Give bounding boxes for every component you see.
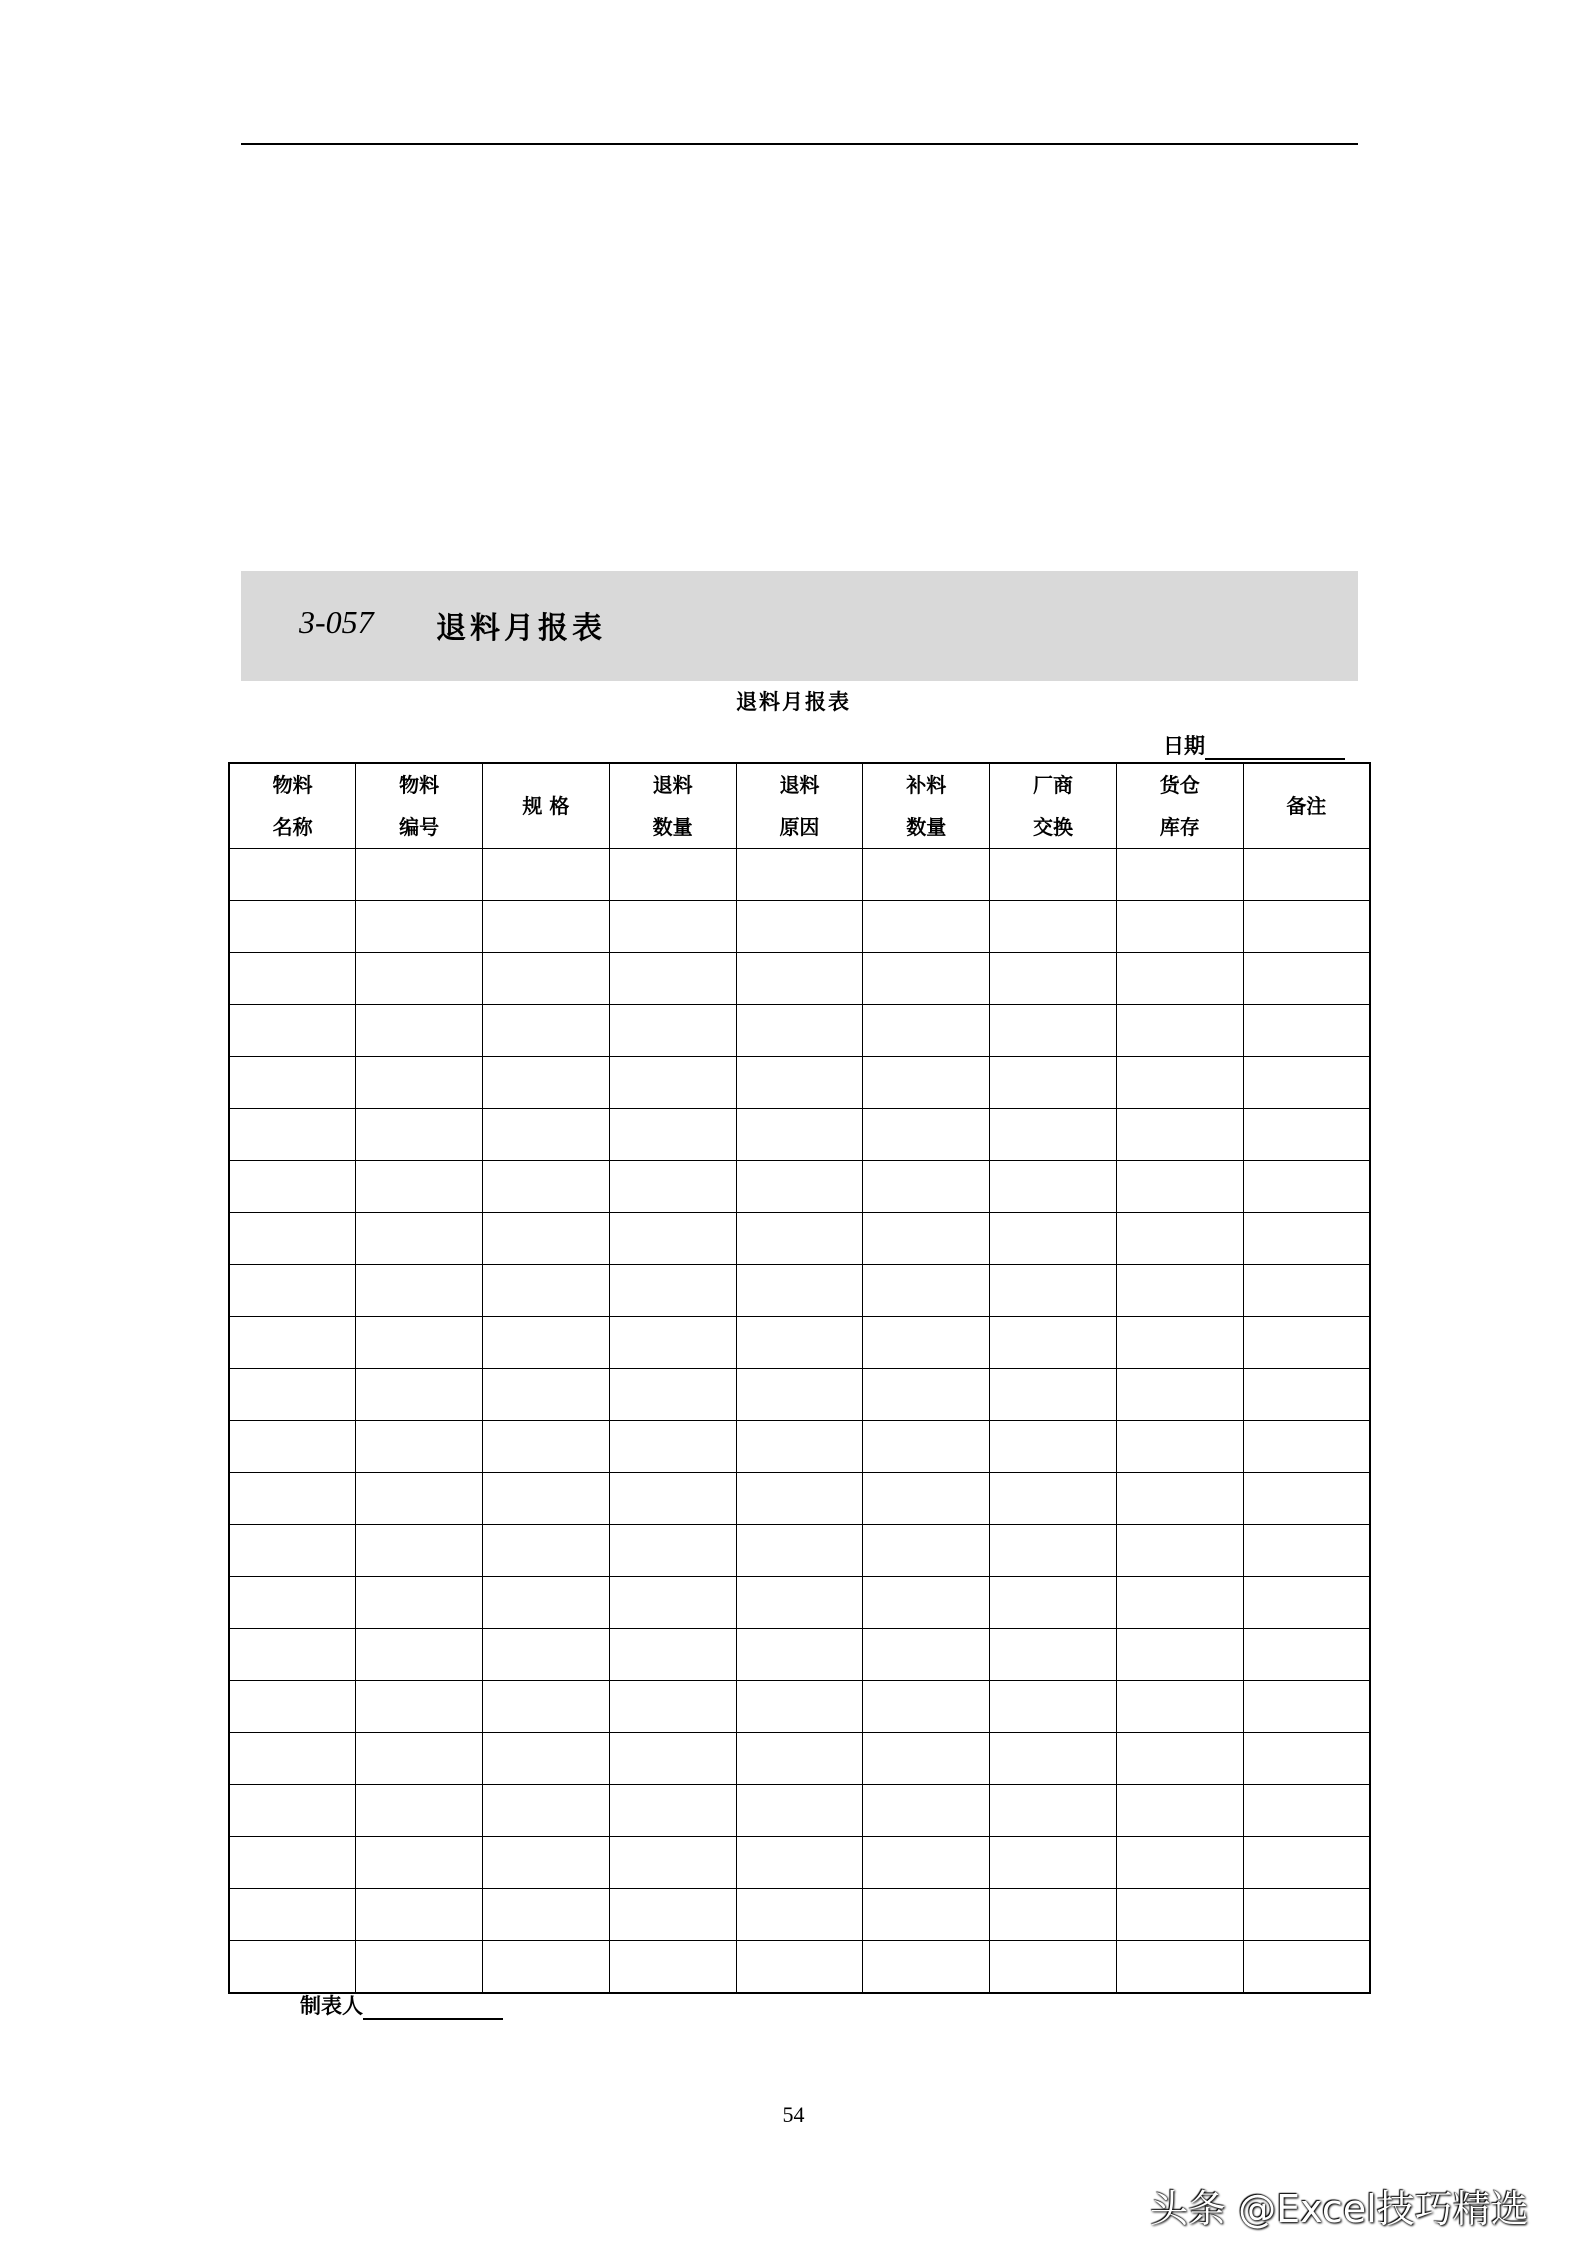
table-cell[interactable] xyxy=(1116,1265,1243,1317)
table-cell[interactable] xyxy=(1243,1005,1370,1057)
table-cell[interactable] xyxy=(990,1733,1117,1785)
table-cell[interactable] xyxy=(609,1057,736,1109)
table-cell[interactable] xyxy=(736,1681,863,1733)
table-cell[interactable] xyxy=(356,849,483,901)
table-cell[interactable] xyxy=(1116,1785,1243,1837)
table-cell[interactable] xyxy=(736,1057,863,1109)
table-cell[interactable] xyxy=(736,1577,863,1629)
table-cell[interactable] xyxy=(1243,1473,1370,1525)
table-cell[interactable] xyxy=(483,1629,610,1681)
table-cell[interactable] xyxy=(736,1005,863,1057)
column-header-line: 退料 xyxy=(779,773,820,797)
table-row xyxy=(229,1629,1370,1681)
table-cell[interactable] xyxy=(483,1889,610,1941)
table-cell[interactable] xyxy=(356,1681,483,1733)
table-cell[interactable] xyxy=(229,1525,356,1577)
table-cell[interactable] xyxy=(1116,1161,1243,1213)
column-header-line: 库存 xyxy=(1159,815,1200,839)
table-cell[interactable] xyxy=(736,953,863,1005)
table-cell[interactable] xyxy=(863,901,990,953)
table-cell[interactable] xyxy=(356,1525,483,1577)
table-cell[interactable] xyxy=(736,1837,863,1889)
table-cell[interactable] xyxy=(990,1681,1117,1733)
table-cell[interactable] xyxy=(990,1525,1117,1577)
table-cell[interactable] xyxy=(356,1057,483,1109)
table-cell[interactable] xyxy=(483,1785,610,1837)
column-header xyxy=(1116,763,1243,849)
table-cell[interactable] xyxy=(356,1629,483,1681)
table-cell[interactable] xyxy=(990,1421,1117,1473)
table-cell[interactable] xyxy=(356,1369,483,1421)
table-cell[interactable] xyxy=(609,1005,736,1057)
table-cell[interactable] xyxy=(483,849,610,901)
table-cell[interactable] xyxy=(483,1213,610,1265)
table-cell[interactable] xyxy=(609,1733,736,1785)
table-cell[interactable] xyxy=(990,1317,1117,1369)
table-cell[interactable] xyxy=(863,1421,990,1473)
table-cell[interactable] xyxy=(1116,1109,1243,1161)
table-cell[interactable] xyxy=(356,1265,483,1317)
column-header-line: 数量 xyxy=(652,815,693,839)
column-header xyxy=(483,763,610,849)
table-cell[interactable] xyxy=(483,1525,610,1577)
table-cell[interactable] xyxy=(736,1421,863,1473)
table-cell[interactable] xyxy=(609,849,736,901)
table-cell[interactable] xyxy=(229,1837,356,1889)
table-row xyxy=(229,1941,1370,1994)
table-cell[interactable] xyxy=(356,1941,483,1994)
table-cell[interactable] xyxy=(483,1161,610,1213)
table-cell[interactable] xyxy=(736,1889,863,1941)
table-cell[interactable] xyxy=(229,1473,356,1525)
table-cell[interactable] xyxy=(483,1837,610,1889)
maker-blank[interactable] xyxy=(363,1996,503,2020)
table-cell[interactable] xyxy=(609,1473,736,1525)
table-cell[interactable] xyxy=(990,1629,1117,1681)
table-cell[interactable] xyxy=(1116,1317,1243,1369)
table-cell[interactable] xyxy=(736,1733,863,1785)
table-row xyxy=(229,1005,1370,1057)
table-cell[interactable] xyxy=(990,849,1117,901)
table-cell[interactable] xyxy=(736,1265,863,1317)
table-cell[interactable] xyxy=(1243,1317,1370,1369)
table-row xyxy=(229,1421,1370,1473)
table-cell[interactable] xyxy=(736,1213,863,1265)
table-cell[interactable] xyxy=(1116,1889,1243,1941)
table-cell[interactable] xyxy=(609,1161,736,1213)
table-cell[interactable] xyxy=(1243,1161,1370,1213)
table-cell[interactable] xyxy=(356,1161,483,1213)
table-cell[interactable] xyxy=(990,1889,1117,1941)
table-cell[interactable] xyxy=(1243,1369,1370,1421)
table-row xyxy=(229,901,1370,953)
column-header xyxy=(356,763,483,849)
table-cell[interactable] xyxy=(356,1421,483,1473)
table-cell[interactable] xyxy=(1243,1889,1370,1941)
column-header-line: 物料 xyxy=(399,773,440,797)
column-header-line: 备注 xyxy=(1286,794,1327,818)
table-cell[interactable] xyxy=(229,1109,356,1161)
table-cell[interactable] xyxy=(863,1681,990,1733)
table-cell[interactable] xyxy=(1243,1629,1370,1681)
table-cell[interactable] xyxy=(1243,1941,1370,1994)
table-cell[interactable] xyxy=(1116,1057,1243,1109)
table-cell[interactable] xyxy=(990,1941,1117,1994)
table-cell[interactable] xyxy=(736,849,863,901)
column-header-line: 交换 xyxy=(1032,815,1073,839)
table-cell[interactable] xyxy=(863,1005,990,1057)
table-cell[interactable] xyxy=(1243,1525,1370,1577)
table-cell[interactable] xyxy=(1243,1837,1370,1889)
table-cell[interactable] xyxy=(1243,1785,1370,1837)
table-cell[interactable] xyxy=(229,1213,356,1265)
table-cell[interactable] xyxy=(229,1317,356,1369)
table-cell[interactable] xyxy=(229,1421,356,1473)
column-header-line: 原因 xyxy=(779,815,820,839)
table-cell[interactable] xyxy=(609,1265,736,1317)
table-cell[interactable] xyxy=(483,1473,610,1525)
table-cell[interactable] xyxy=(1243,1109,1370,1161)
table-cell[interactable] xyxy=(1243,953,1370,1005)
table-cell[interactable] xyxy=(229,849,356,901)
table-cell[interactable] xyxy=(863,849,990,901)
column-header xyxy=(736,763,863,849)
table-cell[interactable] xyxy=(990,953,1117,1005)
table-cell[interactable] xyxy=(736,1369,863,1421)
table-cell[interactable] xyxy=(990,1265,1117,1317)
table-row xyxy=(229,1161,1370,1213)
maker-field xyxy=(300,1990,503,2020)
table-cell[interactable] xyxy=(736,1161,863,1213)
table-cell[interactable] xyxy=(609,1785,736,1837)
table-cell[interactable] xyxy=(229,1265,356,1317)
column-header-line: 编号 xyxy=(399,815,440,839)
table-cell[interactable] xyxy=(483,1577,610,1629)
table-row xyxy=(229,1837,1370,1889)
column-header-line: 厂商 xyxy=(1032,773,1073,797)
table-cell[interactable] xyxy=(356,1785,483,1837)
table-cell[interactable] xyxy=(609,1577,736,1629)
table-cell[interactable] xyxy=(863,1161,990,1213)
table-cell[interactable] xyxy=(863,1733,990,1785)
table-cell[interactable] xyxy=(1116,1369,1243,1421)
table-row xyxy=(229,1057,1370,1109)
column-header-line: 补料 xyxy=(906,773,947,797)
table-cell[interactable] xyxy=(1116,1733,1243,1785)
table-cell[interactable] xyxy=(990,1109,1117,1161)
table-cell[interactable] xyxy=(736,1473,863,1525)
table-cell[interactable] xyxy=(990,1577,1117,1629)
table-row xyxy=(229,1109,1370,1161)
table-cell[interactable] xyxy=(990,1785,1117,1837)
table-cell[interactable] xyxy=(1116,1941,1243,1994)
table-cell[interactable] xyxy=(863,1317,990,1369)
date-field xyxy=(1163,730,1345,760)
table-cell[interactable] xyxy=(863,953,990,1005)
table-cell[interactable] xyxy=(229,1161,356,1213)
table-cell[interactable] xyxy=(863,1473,990,1525)
table-cell[interactable] xyxy=(483,1681,610,1733)
table-cell[interactable] xyxy=(356,1577,483,1629)
maker-label: 制表人 xyxy=(300,1994,363,2018)
table-cell[interactable] xyxy=(1116,1629,1243,1681)
table-cell[interactable] xyxy=(990,1057,1117,1109)
table-cell[interactable] xyxy=(356,1213,483,1265)
table-cell[interactable] xyxy=(1243,1733,1370,1785)
table-cell[interactable] xyxy=(229,1577,356,1629)
column-header-line: 货仓 xyxy=(1159,773,1200,797)
table-row xyxy=(229,1577,1370,1629)
table-cell[interactable] xyxy=(1243,849,1370,901)
table-cell[interactable] xyxy=(736,1525,863,1577)
table-cell[interactable] xyxy=(229,1057,356,1109)
table-cell[interactable] xyxy=(1116,1473,1243,1525)
table-cell[interactable] xyxy=(229,1733,356,1785)
table-cell[interactable] xyxy=(483,1317,610,1369)
table-cell[interactable] xyxy=(356,953,483,1005)
table-cell[interactable] xyxy=(229,1785,356,1837)
table-cell[interactable] xyxy=(609,1369,736,1421)
table-cell[interactable] xyxy=(609,953,736,1005)
table-cell[interactable] xyxy=(356,1317,483,1369)
table-cell[interactable] xyxy=(863,1057,990,1109)
date-blank[interactable] xyxy=(1205,736,1345,760)
table-cell[interactable] xyxy=(1116,953,1243,1005)
table-cell[interactable] xyxy=(609,1421,736,1473)
column-header-line: 数量 xyxy=(906,815,947,839)
table-cell[interactable] xyxy=(483,1733,610,1785)
table-cell[interactable] xyxy=(1116,849,1243,901)
table-cell[interactable] xyxy=(863,1109,990,1161)
column-header xyxy=(863,763,990,849)
table-cell[interactable] xyxy=(990,1369,1117,1421)
table-cell[interactable] xyxy=(736,901,863,953)
table-cell[interactable] xyxy=(736,1941,863,1994)
table-row xyxy=(229,1265,1370,1317)
table-cell[interactable] xyxy=(483,1057,610,1109)
table-cell[interactable] xyxy=(863,1785,990,1837)
table-cell[interactable] xyxy=(483,1265,610,1317)
table-cell[interactable] xyxy=(356,1005,483,1057)
table-cell[interactable] xyxy=(1116,1525,1243,1577)
section-banner xyxy=(241,571,1358,681)
table-cell[interactable] xyxy=(863,1213,990,1265)
table-cell[interactable] xyxy=(229,1889,356,1941)
table-cell[interactable] xyxy=(356,1473,483,1525)
table-cell[interactable] xyxy=(229,1005,356,1057)
table-cell[interactable] xyxy=(863,1941,990,1994)
table-cell[interactable] xyxy=(1243,1057,1370,1109)
table-cell[interactable] xyxy=(1243,1681,1370,1733)
column-header xyxy=(229,763,356,849)
column-header-line: 规 格 xyxy=(522,794,570,818)
table-cell[interactable] xyxy=(736,1629,863,1681)
table-row xyxy=(229,1889,1370,1941)
watermark: 头条 @Excel技巧精选 xyxy=(1150,2187,1529,2231)
table-cell[interactable] xyxy=(356,1109,483,1161)
table-cell[interactable] xyxy=(990,1005,1117,1057)
table-cell[interactable] xyxy=(1243,1213,1370,1265)
table-cell[interactable] xyxy=(609,1525,736,1577)
header-rule xyxy=(241,143,1358,145)
table-cell[interactable] xyxy=(483,1369,610,1421)
table-cell[interactable] xyxy=(1116,1681,1243,1733)
table-row xyxy=(229,849,1370,901)
table-cell[interactable] xyxy=(863,1525,990,1577)
table-cell[interactable] xyxy=(990,1837,1117,1889)
table-cell[interactable] xyxy=(990,1161,1117,1213)
table-cell[interactable] xyxy=(1116,1005,1243,1057)
table-cell[interactable] xyxy=(229,1941,356,1994)
table-cell[interactable] xyxy=(356,1837,483,1889)
table-cell[interactable] xyxy=(609,1109,736,1161)
table-row xyxy=(229,1733,1370,1785)
table-cell[interactable] xyxy=(1243,901,1370,953)
table-cell[interactable] xyxy=(483,1109,610,1161)
table-cell[interactable] xyxy=(1116,901,1243,953)
table-cell[interactable] xyxy=(863,1889,990,1941)
table-row xyxy=(229,1525,1370,1577)
table-cell[interactable] xyxy=(1243,1265,1370,1317)
table-row xyxy=(229,1213,1370,1265)
table-cell[interactable] xyxy=(990,1213,1117,1265)
table-cell[interactable] xyxy=(863,1837,990,1889)
table-row xyxy=(229,1785,1370,1837)
table-cell[interactable] xyxy=(1243,1421,1370,1473)
page-number: 54 xyxy=(782,2102,805,2127)
table-cell[interactable] xyxy=(609,1941,736,1994)
table-cell[interactable] xyxy=(1116,1213,1243,1265)
table-header-row xyxy=(229,763,1370,849)
table-cell[interactable] xyxy=(356,1733,483,1785)
table-cell[interactable] xyxy=(1116,1421,1243,1473)
table-cell[interactable] xyxy=(1116,1837,1243,1889)
table-cell[interactable] xyxy=(483,901,610,953)
table-cell[interactable] xyxy=(483,1941,610,1994)
table-cell[interactable] xyxy=(990,1473,1117,1525)
table-cell[interactable] xyxy=(609,901,736,953)
table-cell[interactable] xyxy=(483,1005,610,1057)
table-cell[interactable] xyxy=(483,1421,610,1473)
table-cell[interactable] xyxy=(229,953,356,1005)
table-cell[interactable] xyxy=(229,901,356,953)
table-cell[interactable] xyxy=(483,953,610,1005)
table-cell[interactable] xyxy=(863,1369,990,1421)
table-cell[interactable] xyxy=(1243,1577,1370,1629)
table-cell[interactable] xyxy=(229,1369,356,1421)
table-cell[interactable] xyxy=(736,1317,863,1369)
column-header-line: 退料 xyxy=(652,773,693,797)
table-cell[interactable] xyxy=(609,1889,736,1941)
table-cell[interactable] xyxy=(229,1629,356,1681)
table-cell[interactable] xyxy=(356,901,483,953)
table-row xyxy=(229,953,1370,1005)
table-row xyxy=(229,1681,1370,1733)
table-cell[interactable] xyxy=(356,1889,483,1941)
section-title: 退料月报表 xyxy=(436,611,606,646)
column-header-line: 物料 xyxy=(272,773,313,797)
table-cell[interactable] xyxy=(609,1837,736,1889)
table-cell[interactable] xyxy=(863,1577,990,1629)
section-number: 3-057 xyxy=(299,604,374,640)
date-label: 日期 xyxy=(1163,734,1205,758)
table-cell[interactable] xyxy=(609,1629,736,1681)
column-header xyxy=(990,763,1117,849)
table-cell[interactable] xyxy=(609,1681,736,1733)
table-cell[interactable] xyxy=(863,1265,990,1317)
table-cell[interactable] xyxy=(736,1109,863,1161)
column-header xyxy=(1243,763,1370,849)
return-material-table xyxy=(228,762,1371,1994)
form-title: 退料月报表 xyxy=(736,690,851,714)
table-row xyxy=(229,1369,1370,1421)
table-cell[interactable] xyxy=(863,1629,990,1681)
table-cell[interactable] xyxy=(609,1317,736,1369)
column-header xyxy=(609,763,736,849)
table-cell[interactable] xyxy=(990,901,1117,953)
table-cell[interactable] xyxy=(736,1785,863,1837)
table-row xyxy=(229,1473,1370,1525)
table-row xyxy=(229,1317,1370,1369)
table-cell[interactable] xyxy=(609,1213,736,1265)
table-cell[interactable] xyxy=(1116,1577,1243,1629)
table-cell[interactable] xyxy=(229,1681,356,1733)
column-header-line: 名称 xyxy=(272,815,313,839)
